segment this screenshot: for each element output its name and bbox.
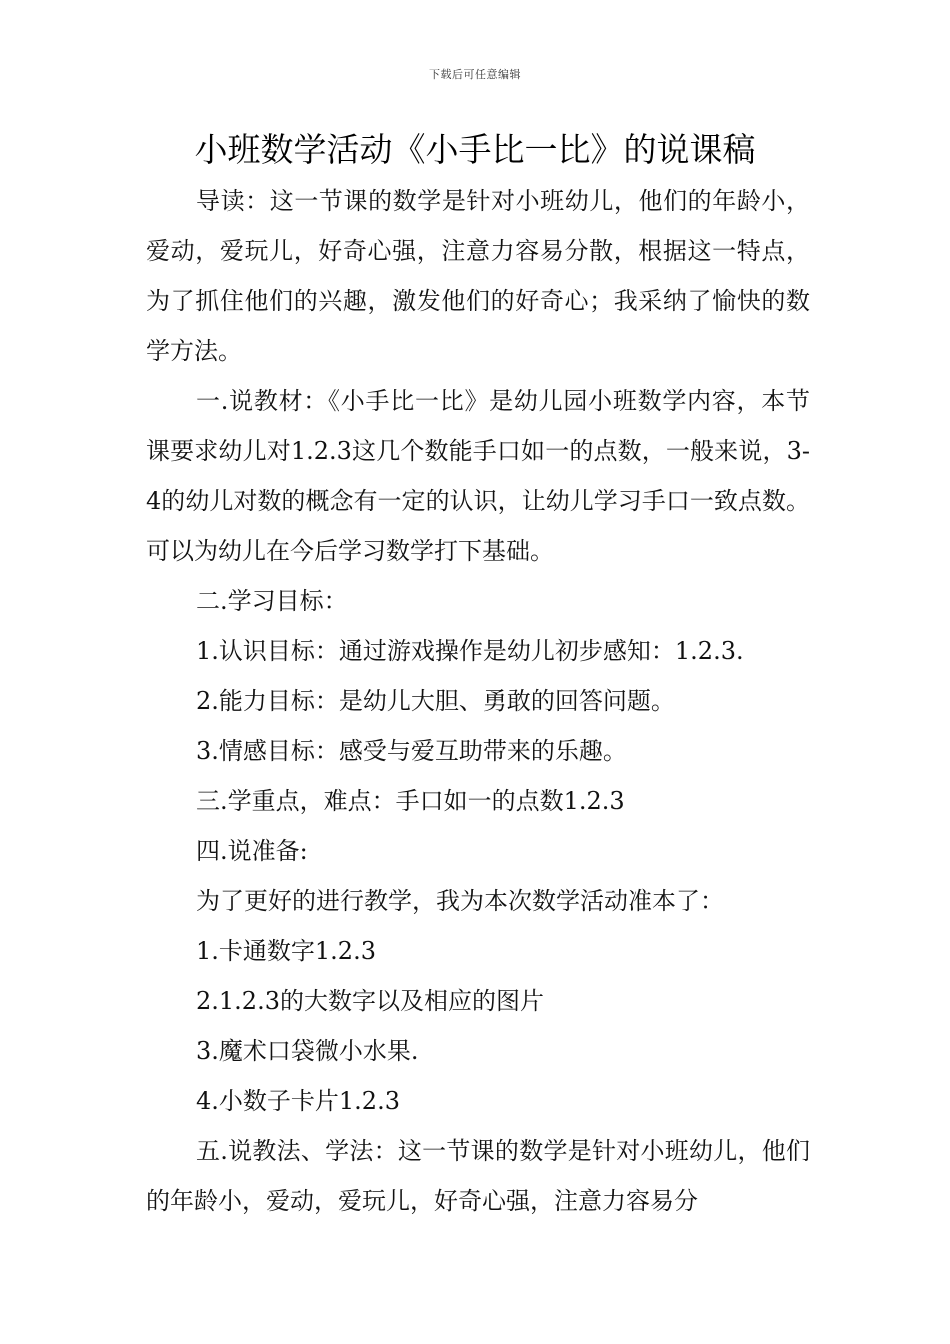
material-item: 4.小数子卡片1.2.3	[196, 1087, 400, 1115]
section-4-heading: 四.说准备:	[196, 837, 308, 865]
section-5-paragraph: 五.说教法、学法：这一节课的数学是针对小班幼儿，他们的年龄小，爱动，爱玩儿，好奇心强，注意力容易分	[146, 1137, 810, 1215]
goal-item: 3.情感目标：感受与爱互助带来的乐趣。	[196, 737, 627, 765]
header-note: 下载后可任意编辑	[429, 68, 521, 81]
material-item: 1.卡通数字1.2.3	[196, 937, 376, 965]
section-2-heading: 二.学习目标：	[196, 587, 348, 615]
document-body	[146, 176, 810, 1226]
goal-item: 1.认识目标：通过游戏操作是幼儿初步感知：1.2.3.	[196, 637, 744, 665]
prep-intro: 为了更好的进行教学，我为本次数学活动准本了：	[196, 887, 724, 915]
material-item: 3.魔术口袋微小水果.	[196, 1037, 419, 1065]
intro-paragraph: 导读：这一节课的数学是针对小班幼儿，他们的年龄小，爱动，爱玩儿，好奇心强，注意力容易分散，根据这一特点，为了抓住他们的兴趣，激发他们的好奇心；我采纳了愉快的数学方法。	[146, 187, 810, 365]
section-3-line: 三.学重点，难点：手口如一的点数1.2.3	[196, 787, 625, 815]
document-title: 小班数学活动《小手比一比》的说课稿	[194, 130, 756, 169]
material-item: 2.1.2.3的大数字以及相应的图片	[196, 987, 544, 1015]
section-1-paragraph: 一.说教材：《小手比一比》是幼儿园小班数学内容，本节课要求幼儿对1.2.3这几个数能手口如一的点数，一般来说，3-4的幼儿对数的概念有一定的认识，让幼儿学习手口一致点数。可以为幼儿在今后学习数学打下基础。	[146, 387, 810, 565]
goal-item: 2.能力目标：是幼儿大胆、勇敢的回答问题。	[196, 687, 675, 715]
